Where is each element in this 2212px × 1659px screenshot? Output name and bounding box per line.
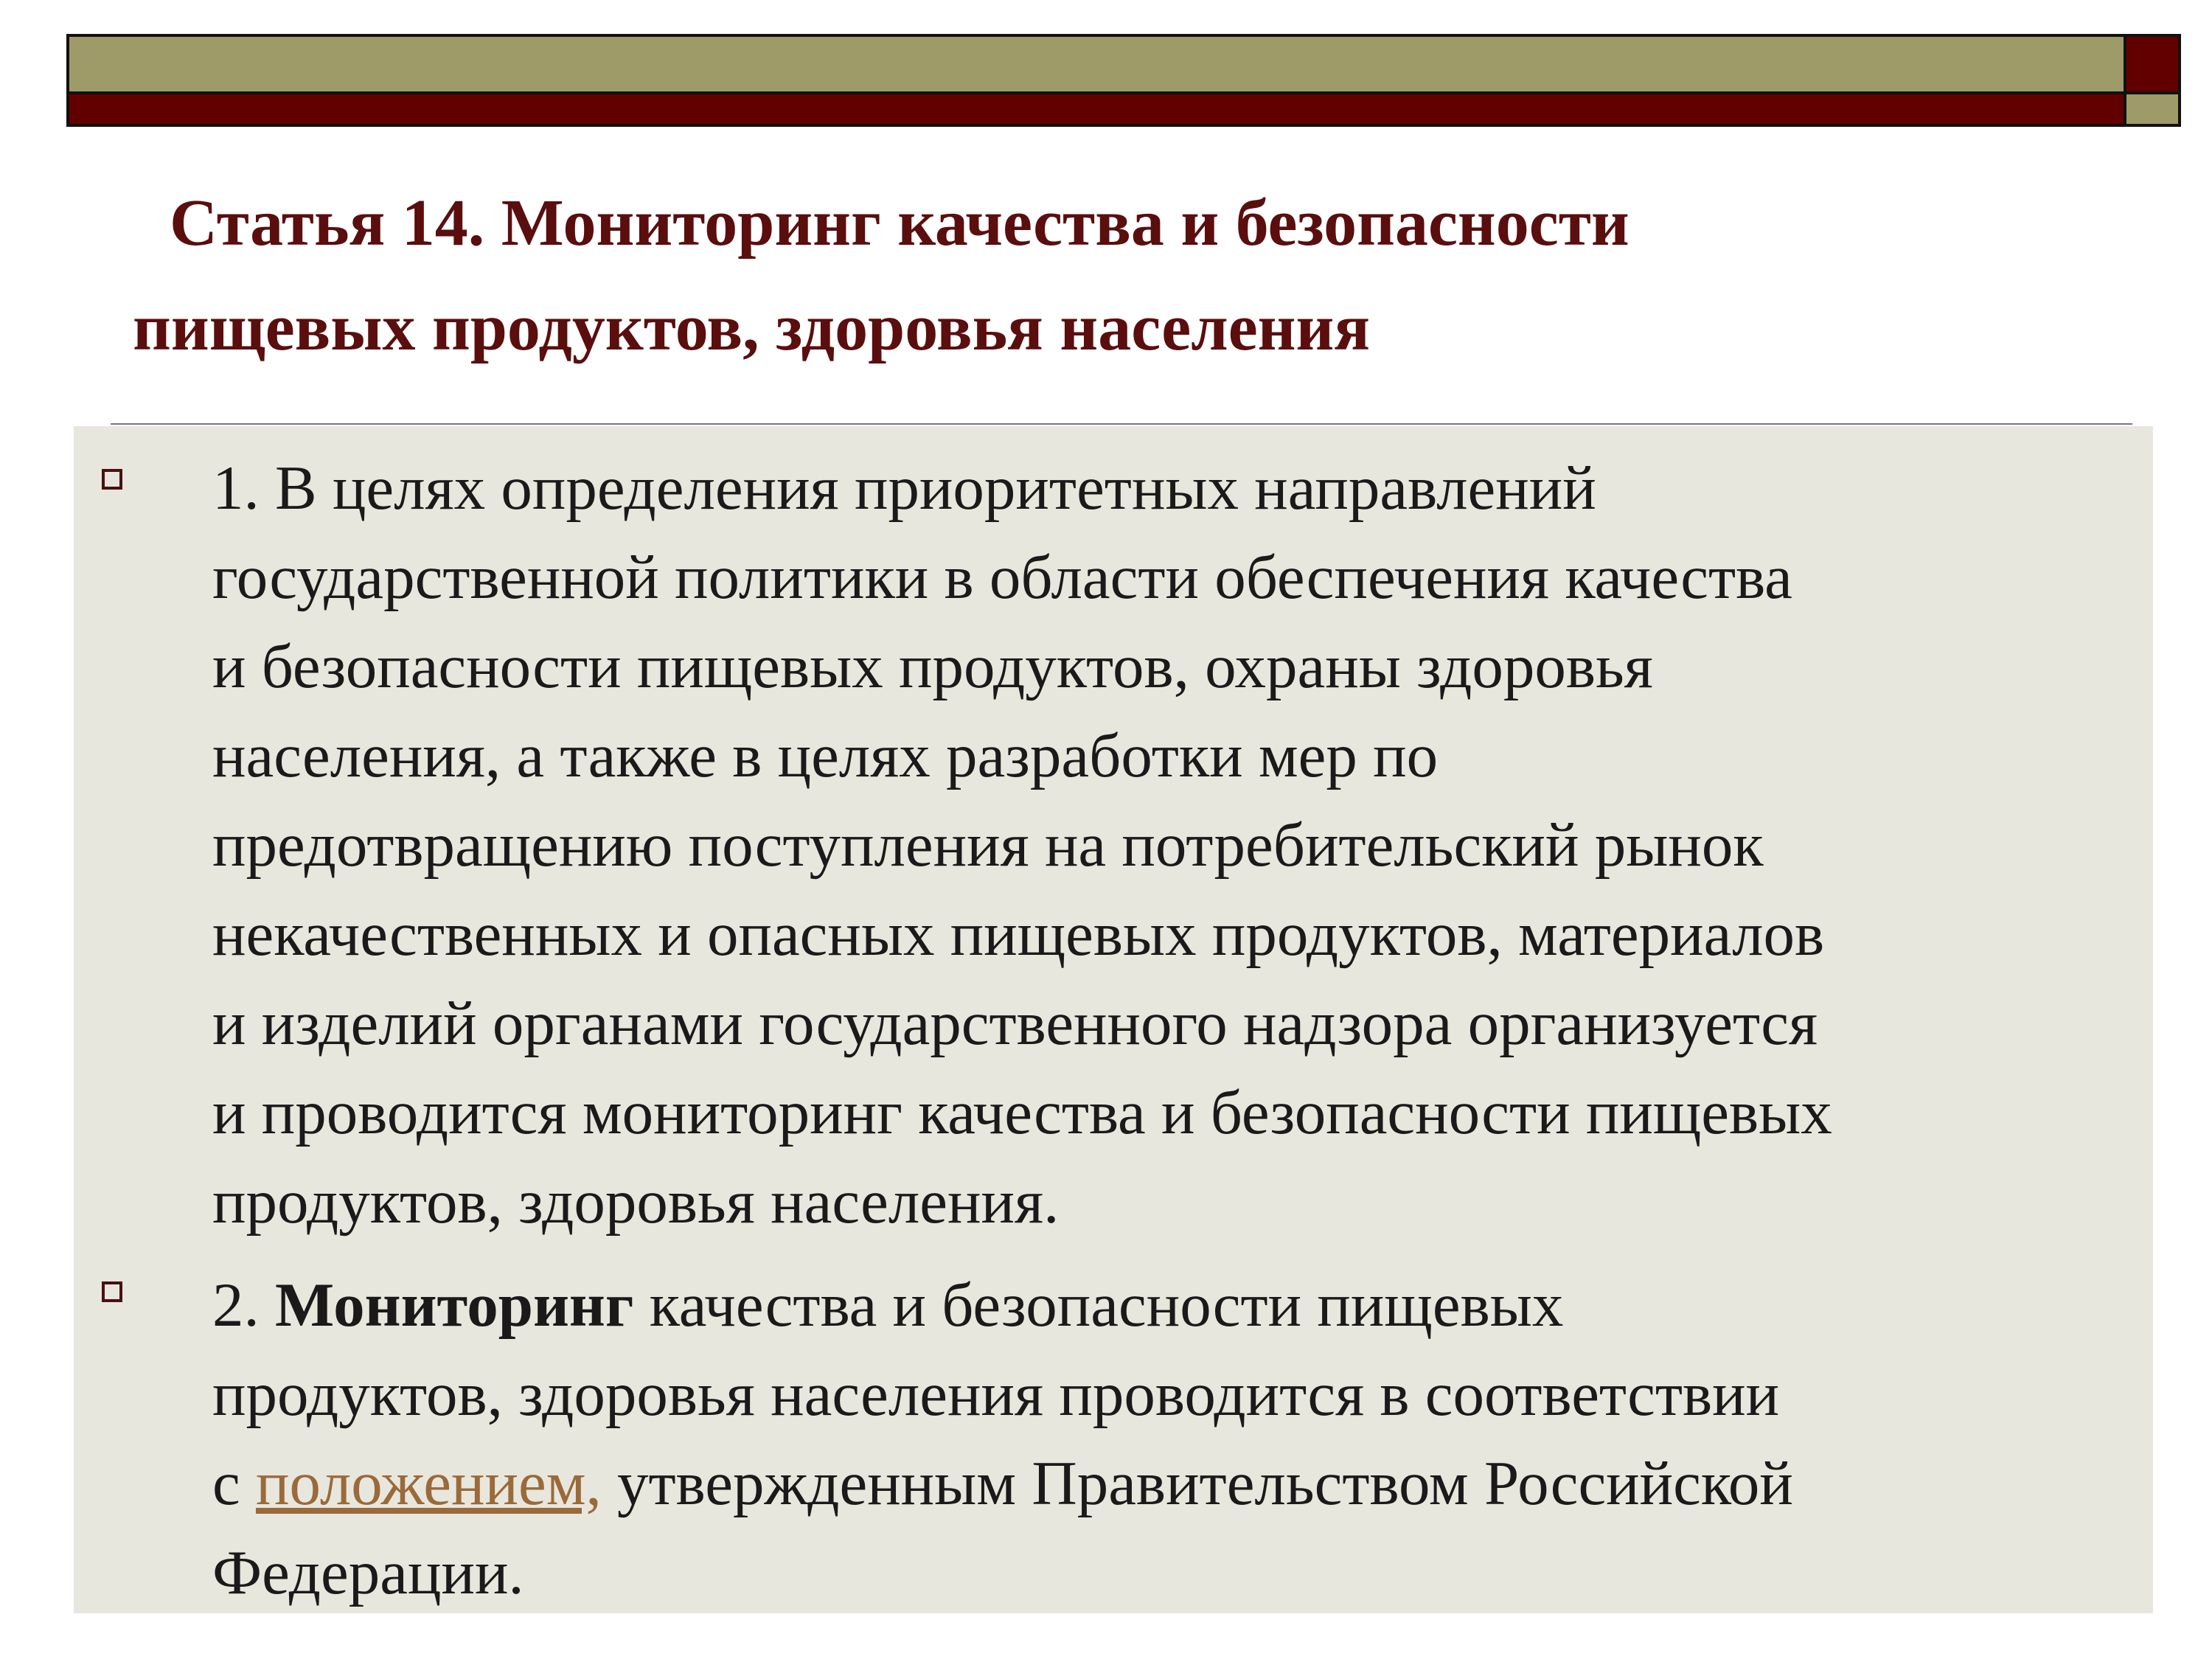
paragraph-1-line-4: населения, а также в целях разработки мер по xyxy=(212,721,1439,790)
paragraph-2-number: 2. xyxy=(212,1270,275,1340)
paragraph-2-line-1-rest: качества и безопасности пищевых xyxy=(633,1270,1564,1340)
header-maroon-band xyxy=(69,94,2126,124)
paragraph-1-line-9: продуктов, здоровья населения. xyxy=(212,1167,1060,1237)
header-olive-band xyxy=(69,37,2126,94)
paragraph-1-line-1: 1. В целях определения приоритетных направлений xyxy=(212,453,1596,523)
paragraph-2-bold-term: Мониторинг xyxy=(275,1270,634,1340)
slide-title-line-1: Статья 14. Мониторинг качества и безопасности xyxy=(170,187,1630,260)
slide-title xyxy=(133,171,2124,380)
paragraph-2-line-4: Федерации. xyxy=(212,1538,524,1607)
paragraph-1-line-5: предотвращению поступления на потребительский рынок xyxy=(212,810,1764,880)
paragraph-1-line-7: и изделий органами государственного надзора организуется xyxy=(212,989,1818,1058)
paragraph-2-line-3-prefix: с xyxy=(212,1449,256,1518)
paragraph-1-line-3: и безопасности пищевых продуктов, охраны здоровья xyxy=(212,632,1653,701)
title-divider xyxy=(111,423,2132,425)
header-olive-square xyxy=(2126,94,2178,124)
slide-body xyxy=(74,426,2153,1613)
paragraph-2 xyxy=(212,1261,2159,1618)
hollow-square-bullet-icon xyxy=(102,469,122,490)
header-decorative-bar xyxy=(66,34,2181,127)
paragraph-2-line-2: продуктов, здоровья населения проводится в соответствии xyxy=(212,1360,1780,1429)
regulation-link[interactable]: положением, xyxy=(255,1449,602,1518)
paragraph-2-line-3-suffix: утвержденным Правительством Российской xyxy=(601,1449,1793,1518)
hollow-square-bullet-icon xyxy=(102,1281,122,1302)
slide-title-line-2: пищевых продуктов, здоровья населения xyxy=(133,291,1371,364)
paragraph-1-line-2: государственной политики в области обеспечения качества xyxy=(212,543,1792,612)
header-maroon-square xyxy=(2126,37,2178,94)
paragraph-1-line-6: некачественных и опасных пищевых продуктов, материалов xyxy=(212,900,1825,969)
paragraph-1 xyxy=(212,444,2159,1247)
paragraph-1-line-8: и проводится мониторинг качества и безопасности пищевых xyxy=(212,1078,1832,1147)
